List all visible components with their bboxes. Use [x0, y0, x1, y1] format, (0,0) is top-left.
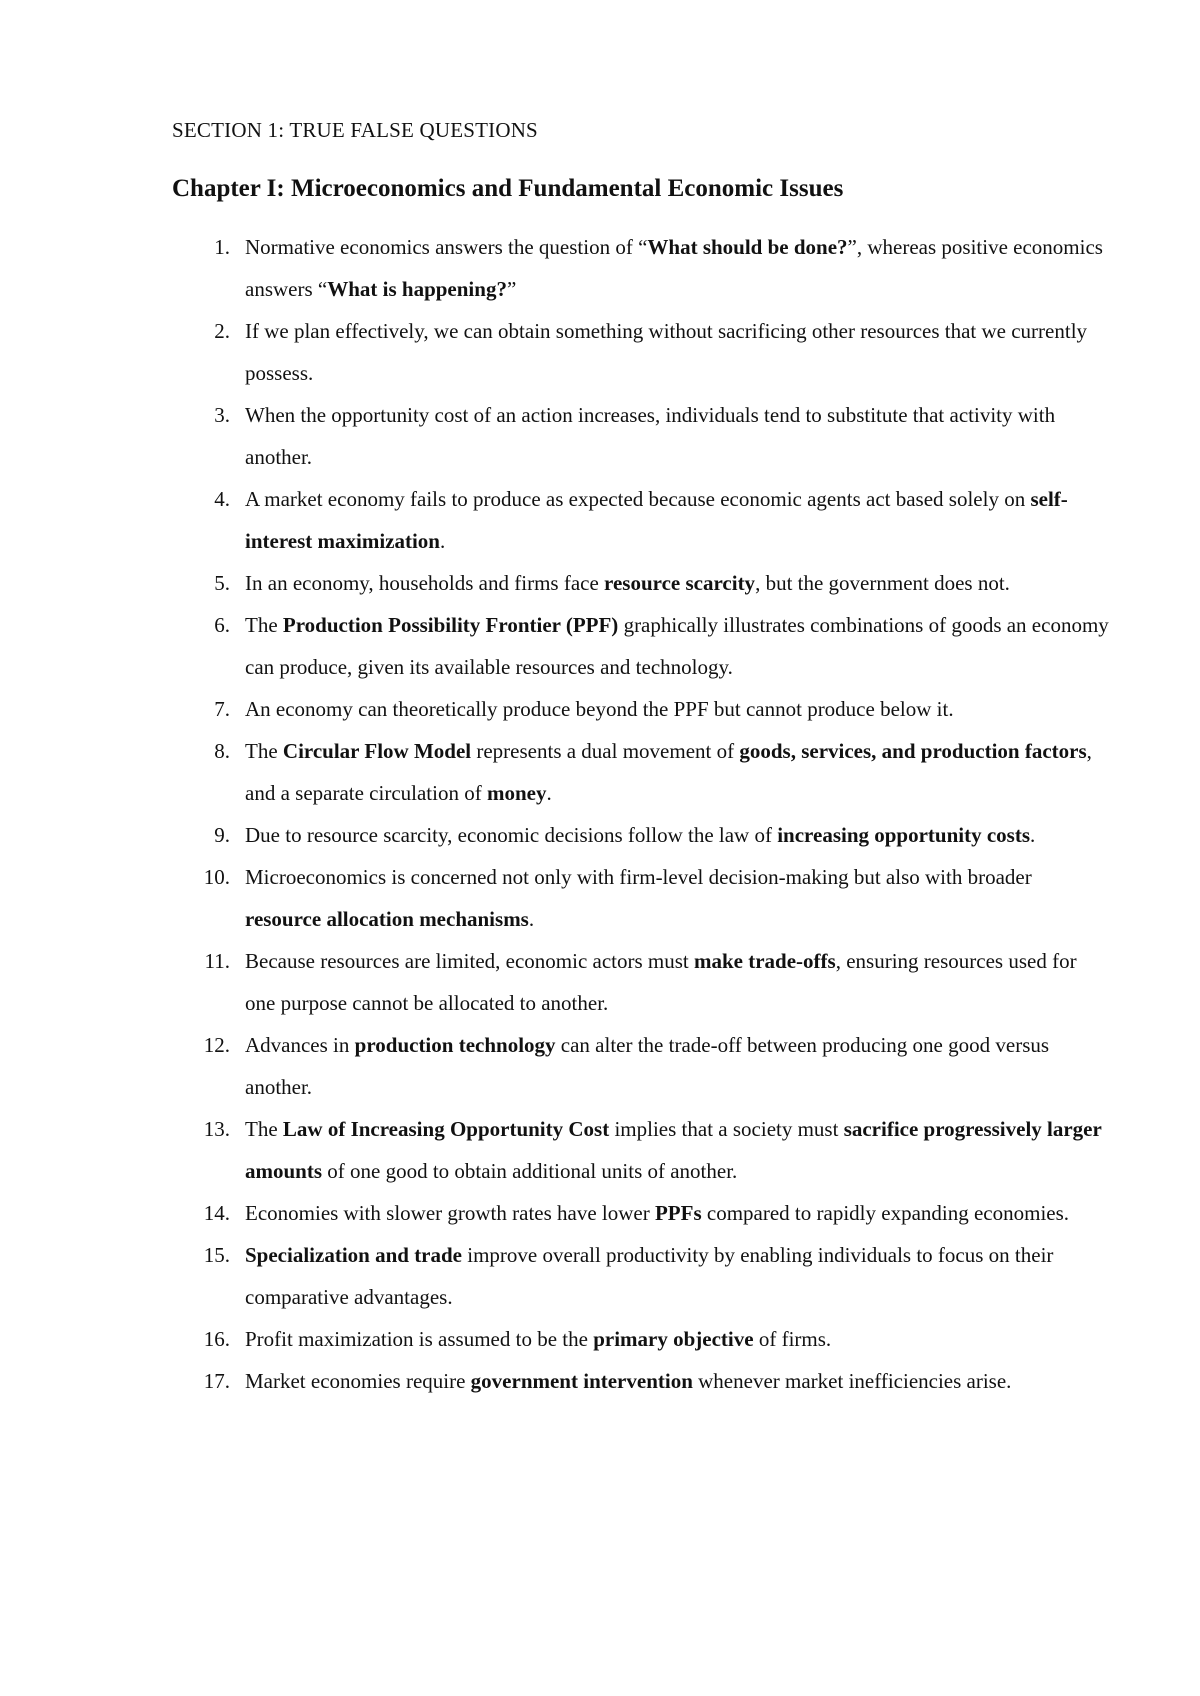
text-run: , and a separate circulation of — [245, 739, 1092, 805]
text-run: improve overall productivity by enabling individuals to focus on their comparative advantages. — [245, 1243, 1054, 1309]
bold-term: What is happening? — [327, 277, 507, 301]
question-number: 7. — [214, 697, 230, 721]
question-text — [245, 235, 1103, 301]
bold-term: government intervention — [470, 1369, 693, 1393]
text-run: A market economy fails to produce as expected because economic agents act based solely on — [245, 487, 1031, 511]
question-item — [0, 310, 1200, 394]
question-number: 16. — [203, 1327, 230, 1351]
text-run: graphically illustrates combinations of goods an economy can produce, given its available resources and technology. — [245, 613, 1109, 679]
question-number: 17. — [203, 1369, 230, 1393]
text-run: When the opportunity cost of an action increases, individuals tend to substitute that activity with another. — [245, 403, 1056, 469]
text-run: . — [1030, 823, 1036, 847]
question-number: 15. — [203, 1243, 230, 1267]
text-run: The — [245, 613, 283, 637]
question-number: 5. — [214, 571, 230, 595]
text-run: represents a dual movement of — [471, 739, 740, 763]
question-number: 9. — [214, 823, 230, 847]
text-run: whenever market inefficiencies arise. — [692, 1369, 1012, 1393]
text-run: Profit maximization is assumed to be the — [245, 1327, 594, 1351]
question-text — [245, 949, 1077, 1015]
text-run: can alter the trade-off between producing one good versus another. — [245, 1033, 1050, 1099]
bold-term: resource scarcity — [604, 571, 756, 595]
text-run: . — [440, 529, 446, 553]
bold-term: increasing opportunity costs — [777, 823, 1031, 847]
question-number: 11. — [204, 949, 230, 973]
bold-term: Specialization and trade — [245, 1243, 463, 1267]
question-text — [245, 1117, 1101, 1183]
question-number: 1. — [214, 235, 230, 259]
question-text — [245, 1201, 1069, 1225]
text-run: In an economy, households and firms face — [245, 571, 605, 595]
text-run: . — [528, 907, 535, 931]
text-run: If we plan effectively, we can obtain something without sacrificing other resources that we currently possess. — [245, 319, 1088, 385]
question-item — [0, 688, 1200, 730]
text-run: The — [245, 1117, 283, 1141]
question-item — [0, 562, 1200, 604]
text-run: Because resources are limited, economic actors must — [245, 949, 694, 973]
question-number: 8. — [214, 739, 230, 763]
question-text — [245, 865, 1032, 931]
text-run: An economy can theoretically produce beyond the PPF but cannot produce below it. — [245, 697, 954, 721]
text-run: , ensuring resources used for one purpose cannot be allocated to another. — [245, 949, 1077, 1015]
question-text — [245, 1243, 1053, 1309]
question-item — [0, 478, 1200, 562]
bold-term: PPFs — [654, 1201, 702, 1225]
text-run: of one good to obtain additional units of another. — [322, 1159, 738, 1183]
question-text — [245, 319, 1087, 385]
text-run: Normative economics answers the question of “ — [245, 235, 648, 259]
text-run: Economies with slower growth rates have lower — [245, 1201, 655, 1225]
text-run: compared to rapidly expanding economies. — [701, 1201, 1070, 1225]
question-item — [0, 856, 1200, 940]
bold-term: Production Possibility Frontier (PPF) — [282, 613, 619, 637]
question-text — [245, 1033, 1049, 1099]
text-run: , but the government does not. — [755, 571, 1010, 595]
question-number: 6. — [214, 613, 230, 637]
question-item — [0, 1360, 1200, 1402]
text-run: Advances in — [245, 1033, 355, 1057]
question-text — [245, 739, 1092, 805]
bold-term: self-interest maximization — [245, 487, 1068, 553]
question-text — [245, 571, 1010, 595]
bold-term: money — [486, 781, 547, 805]
question-item — [0, 814, 1200, 856]
question-text — [245, 823, 1035, 847]
bold-term: resource allocation mechanisms — [245, 907, 529, 931]
text-run: . — [546, 781, 552, 805]
question-text — [245, 697, 954, 721]
question-number: 12. — [203, 1033, 230, 1057]
question-item — [0, 1024, 1200, 1108]
question-number: 4. — [214, 487, 230, 511]
question-number: 14. — [203, 1201, 230, 1225]
bold-term: primary objective — [593, 1327, 754, 1351]
question-item — [0, 226, 1200, 310]
bold-term: Circular Flow Model — [282, 739, 472, 763]
text-run: implies that a society must — [609, 1117, 844, 1141]
question-item — [0, 730, 1200, 814]
text-run: The — [245, 739, 283, 763]
bold-term: Law of Increasing Opportunity Cost — [282, 1117, 610, 1141]
text-run: Market economies require — [245, 1369, 471, 1393]
chapter-title: Chapter I: Microeconomics and Fundamental Economic Issues — [172, 175, 844, 202]
text-run: Microeconomics is concerned not only with firm-level decision-making but also with broader — [245, 865, 1032, 889]
bold-term: make trade-offs — [694, 949, 836, 973]
bold-term: sacrifice progressively larger amounts — [245, 1117, 1102, 1183]
question-text — [245, 613, 1109, 679]
question-item — [0, 1318, 1200, 1360]
question-number: 13. — [203, 1117, 230, 1141]
question-number: 2. — [214, 319, 230, 343]
text-run: ” — [506, 277, 517, 301]
question-number: 10. — [203, 865, 230, 889]
question-list — [0, 226, 1200, 1402]
question-item — [0, 1192, 1200, 1234]
bold-term: goods, services, and production factors — [739, 739, 1087, 763]
bold-term: production technology — [354, 1033, 556, 1057]
question-item — [0, 940, 1200, 1024]
question-text — [245, 403, 1055, 469]
question-item — [0, 1108, 1200, 1192]
question-text — [245, 1369, 1011, 1393]
text-run: Due to resource scarcity, economic decisions follow the law of — [245, 823, 778, 847]
question-number: 3. — [214, 403, 230, 427]
question-text — [245, 487, 1068, 553]
question-text — [245, 1327, 831, 1351]
text-run: ”, whereas positive economics answers “ — [245, 235, 1103, 301]
text-run: of firms. — [753, 1327, 832, 1351]
section-title: SECTION 1: TRUE FALSE QUESTIONS — [172, 118, 538, 142]
question-item — [0, 1234, 1200, 1318]
question-item — [0, 604, 1200, 688]
bold-term: What should be done? — [647, 235, 848, 259]
question-item — [0, 394, 1200, 478]
